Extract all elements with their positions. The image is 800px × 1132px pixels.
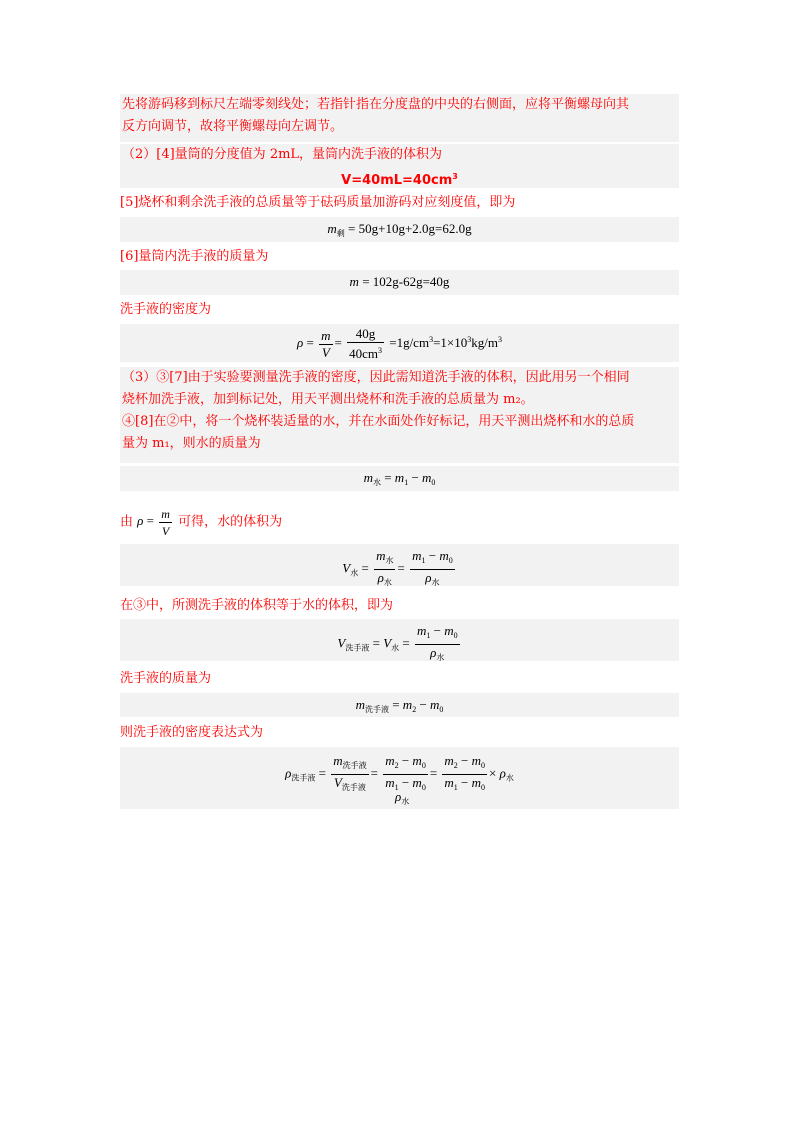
q3-line-2: 烧杯加洗手液，加到标记处，用天平测出烧杯和洗手液的总质量为 m₂。 (122, 392, 534, 407)
step3-volume-text: 在③中，所测洗手液的体积等于水的体积，即为 (120, 598, 394, 613)
formula-v-hand: $V_{洗手液} = V_水$ = $\frac{m_1 - m_0}{\rho_水}$ (120, 619, 679, 661)
hand-mass-text: 洗手液的质量为 (120, 671, 212, 686)
final-text: 则洗手液的密度表达式为 (120, 725, 264, 740)
formula-m-remain: $m_剩 = 50g+10g+2.0g=62.0g$ (120, 217, 679, 242)
q3-text-block (120, 367, 679, 463)
q2-line: （2）[4]量筒的分度值为 2mL，量筒内洗手液的体积为 (122, 147, 443, 162)
volume-eq: $V=40mL=40cm^3$ (341, 172, 458, 188)
intro-line-2: 反方向调节，故将平衡螺母向左调节。 (122, 119, 344, 134)
step5-text: [5]烧杯和剩余洗手液的总质量等于砝码质量加游码对应刻度值，即为 (120, 195, 516, 210)
formula-m-hand: $m_{洗手液} = m_2 - m_0$ (120, 693, 679, 717)
formula-m-water: $m_水 = m_1 - m_0$ (120, 466, 679, 491)
formula-m: m = 102g-62g=40g (120, 270, 679, 295)
intro-text-block (120, 94, 679, 142)
density-text: 洗手液的密度为 (120, 302, 212, 317)
by-density-line: 由 ρ = $\frac{m}{V}$ 可得，水的体积为 (120, 507, 283, 538)
step6-text: [6]量筒内洗手液的质量为 (120, 249, 269, 264)
formula-density: ρ = $\frac{m}{V}$ = $\frac{40g}{40cm^3}$ $=1g/cm^3=1\times 10^3kg/m^3$ (120, 324, 679, 362)
formula-final: $\rho_{洗手液}$ = $\frac{m_{洗手液}}{V_{洗手液}}$ = $\frac{m_2 - m_0}{m_1 - m_0}$ = $\frac{m_2 - m_0}{m_1 - m_0}$ × $\rho_水$ $\rho_水$ (120, 747, 679, 809)
q2-text-block (120, 144, 679, 188)
intro-line-1: 先将游码移到标尺左端零刻线处；若指针指在分度盘的中央的右侧面，应将平衡螺母向其 (122, 97, 630, 112)
q3-line-4: 量为 m₁，则水的质量为 (122, 436, 261, 451)
formula-v-water: $V_水$ = $\frac{m_水}{\rho_水}$ = $\frac{m_1 - m_0}{\rho_水}$ (120, 544, 679, 586)
q3-line-3: ④[8]在②中，将一个烧杯装适量的水，并在水面处作好标记，用天平测出烧杯和水的总质 (122, 414, 635, 429)
q3-line-1: （3）③[7]由于实验要测量洗手液的密度，因此需知道洗手液的体积，因此用另一个相同 (122, 370, 630, 385)
